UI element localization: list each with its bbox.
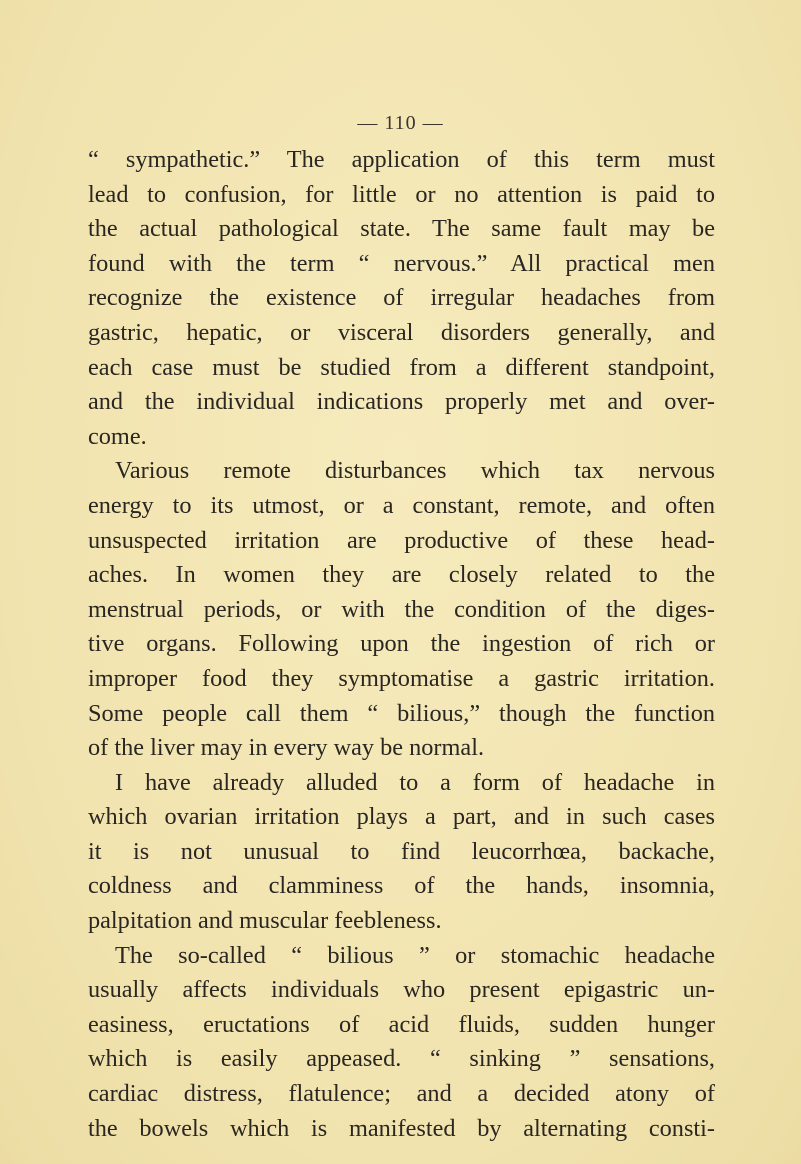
text-line: palpitation and muscular feebleness. (88, 907, 442, 935)
text-line: Various remote disturbances which tax nervous (115, 457, 715, 485)
text-line: the actual pathological state. The same fault may be (88, 215, 715, 243)
text-line: each case must be studied from a different standpoint, (88, 353, 715, 381)
text-line: which ovarian irritation plays a part, and in such cases (88, 803, 715, 831)
text-line: recognize the existence of irregular headaches from (88, 284, 715, 312)
text-line: “ sympathetic.” The application of this term must (88, 146, 715, 173)
text-line: it is not unusual to find leucorrhœa, backache, (88, 837, 715, 865)
paragraph-1 (88, 143, 715, 454)
page-number: — 110 — (357, 112, 444, 134)
paragraph-3 (88, 766, 715, 939)
text-line: which is easily appeased. “ sinking ” sensations, (88, 1045, 715, 1073)
text-line: menstrual periods, or with the condition of the diges- (88, 595, 715, 623)
text-line: I have already alluded to a form of headache in (115, 768, 715, 796)
text-line: the bowels which is manifested by alternating consti- (88, 1114, 715, 1142)
text-line: found with the term “ nervous.” All practical men (88, 249, 715, 277)
text-line: aches. In women they are closely related to the (88, 561, 715, 589)
body-text (88, 143, 715, 1146)
text-line: lead to confusion, for little or no attention is paid to (88, 180, 715, 208)
text-line: improper food they symptomatise a gastric irritation. (88, 664, 715, 692)
text-line: unsuspected irritation are productive of these head- (88, 526, 715, 554)
text-line: The so-called “ bilious ” or stomachic headache (115, 941, 715, 969)
text-line: and the individual indications properly met and over- (88, 388, 715, 416)
text-line: of the liver may in every way be normal. (88, 734, 485, 762)
text-line: easiness, eructations of acid fluids, sudden hunger (88, 1010, 715, 1038)
text-line: come. (88, 422, 147, 450)
paragraph-2 (88, 454, 715, 765)
text-line: coldness and clamminess of the hands, insomnia, (88, 872, 715, 900)
text-line: gastric, hepatic, or visceral disorders generally, and (88, 318, 715, 346)
paragraph-4 (88, 939, 715, 1147)
text-line: Some people call them “ bilious,” though the function (88, 699, 715, 727)
text-line: cardiac distress, flatulence; and a decided atony of (88, 1080, 715, 1108)
text-line: energy to its utmost, or a constant, remote, and often (88, 491, 715, 519)
text-line: tive organs. Following upon the ingestion of rich or (88, 630, 715, 658)
text-line: usually affects individuals who present epigastric un- (88, 976, 715, 1004)
